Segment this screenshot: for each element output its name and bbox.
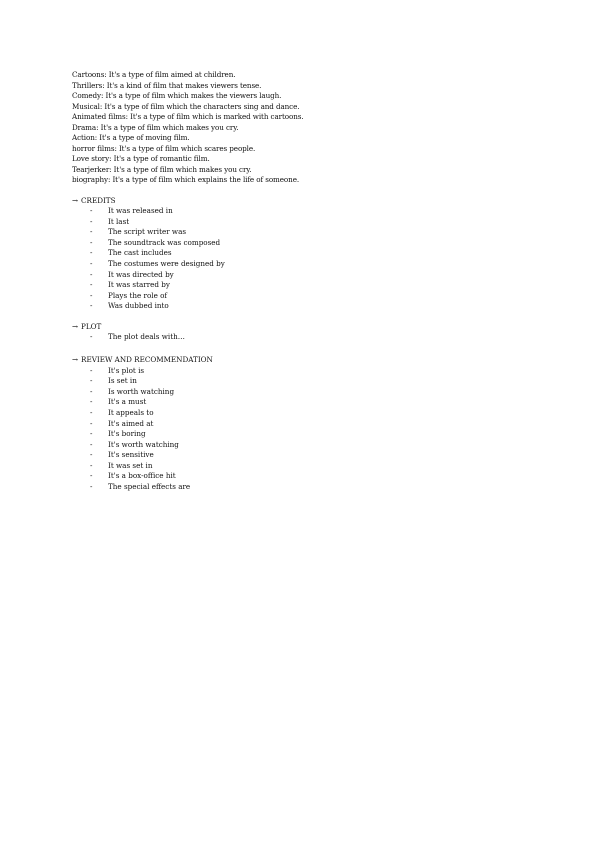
dash-bullet: - <box>90 269 93 279</box>
dash-bullet: - <box>90 429 93 439</box>
review-title: REVIEW AND RECOMMENDATION <box>81 355 213 365</box>
list-item-text: It's a box-office hit <box>108 471 176 481</box>
credits-heading <box>72 196 542 207</box>
list-item-text: It's boring <box>108 429 146 439</box>
dash-bullet: - <box>90 365 93 375</box>
list-item <box>72 419 542 430</box>
definition-line: Animated films: It's a type of film which is marked with cartoons. <box>72 112 304 121</box>
dash-bullet: - <box>90 386 93 396</box>
arrow-right-icon: → <box>72 321 79 331</box>
review-heading <box>72 355 542 366</box>
definition-line: Musical: It's a type of film which the characters sing and dance. <box>72 101 300 111</box>
list-item-text: It was set in <box>108 460 153 470</box>
definition-line: Action: It's a type of moving film. <box>72 133 190 142</box>
plot-list <box>72 332 542 343</box>
credits-section <box>72 196 542 312</box>
list-item-text: The costumes were designed by <box>108 258 225 268</box>
list-item-text: The special effects are <box>108 482 191 492</box>
dash-bullet: - <box>90 376 93 386</box>
dash-bullet: - <box>90 280 93 290</box>
dash-bullet: - <box>90 237 93 247</box>
list-item-text: The script writer was <box>108 227 187 237</box>
list-item <box>72 387 542 398</box>
list-item-text: The plot deals with… <box>108 332 185 342</box>
credits-title: CREDITS <box>81 195 116 205</box>
list-item <box>72 440 542 451</box>
list-item-text: It's sensitive <box>108 450 154 460</box>
list-item-text: It's plot is <box>108 365 145 375</box>
list-item-text: Is set in <box>108 376 137 386</box>
dash-bullet: - <box>90 407 93 417</box>
definition-line: Love story: It's a type of romantic film. <box>72 154 210 163</box>
list-item <box>72 482 542 493</box>
credits-list <box>72 206 542 312</box>
list-item-text: Is worth watching <box>108 386 175 396</box>
list-item-text: Plays the role of <box>108 290 168 300</box>
list-item <box>72 376 542 387</box>
definition-line: Cartoons: It's a type of film aimed at children. <box>72 70 236 79</box>
list-item <box>72 461 542 472</box>
dash-bullet: - <box>90 227 93 237</box>
list-item-text: The soundtrack was composed <box>108 237 221 247</box>
list-item <box>72 471 542 482</box>
definition-line: Tearjerker: It's a type of film which makes you cry. <box>72 164 252 174</box>
list-item-text: It appeals to <box>108 407 154 417</box>
dash-bullet: - <box>90 418 93 428</box>
dash-bullet: - <box>90 332 93 342</box>
list-item <box>72 248 542 259</box>
list-item <box>72 238 542 249</box>
arrow-right-icon: → <box>72 195 79 205</box>
list-item <box>72 429 542 440</box>
dash-bullet: - <box>90 460 93 470</box>
list-item-text: It was directed by <box>108 269 174 279</box>
list-item-text: The cast includes <box>108 248 172 258</box>
dash-bullet: - <box>90 482 93 492</box>
list-item <box>72 366 542 377</box>
definition-line: horror films: It's a type of film which scares people. <box>72 143 256 153</box>
list-item-text: It's worth watching <box>108 439 179 449</box>
film-genre-definitions <box>72 70 542 186</box>
dash-bullet: - <box>90 258 93 268</box>
dash-bullet: - <box>90 216 93 226</box>
list-item <box>72 332 542 343</box>
list-item-text: It last <box>108 216 130 226</box>
list-item <box>72 280 542 291</box>
review-section <box>72 355 542 493</box>
definition-line: Drama: It's a type of film which makes you cry. <box>72 122 239 132</box>
list-item <box>72 301 542 312</box>
dash-bullet: - <box>90 248 93 258</box>
review-list <box>72 366 542 493</box>
list-item <box>72 227 542 238</box>
definition-line: biography: It's a type of film which explains the life of someone. <box>72 175 300 184</box>
list-item <box>72 291 542 302</box>
dash-bullet: - <box>90 397 93 407</box>
document-page <box>72 70 542 493</box>
list-item <box>72 259 542 270</box>
dash-bullet: - <box>90 206 93 215</box>
list-item-text: It's a must <box>108 397 147 407</box>
list-item <box>72 206 542 217</box>
list-item <box>72 408 542 419</box>
dash-bullet: - <box>90 301 93 311</box>
definition-line: Thrillers: It's a kind of film that makes viewers tense. <box>72 80 262 90</box>
list-item <box>72 450 542 461</box>
plot-title: PLOT <box>81 321 102 331</box>
list-item-text: Was dubbed into <box>108 301 169 311</box>
dash-bullet: - <box>90 450 93 460</box>
list-item <box>72 397 542 408</box>
dash-bullet: - <box>90 471 93 481</box>
definition-line: Comedy: It's a type of film which makes the viewers laugh. <box>72 91 282 100</box>
list-item <box>72 217 542 228</box>
list-item-text: It was starred by <box>108 280 170 290</box>
plot-section <box>72 322 542 343</box>
plot-heading <box>72 322 542 333</box>
dash-bullet: - <box>90 439 93 449</box>
list-item <box>72 270 542 281</box>
list-item-text: It's aimed at <box>108 418 154 428</box>
dash-bullet: - <box>90 290 93 300</box>
list-item-text: It was released in <box>108 206 173 215</box>
arrow-right-icon: → <box>72 355 79 365</box>
